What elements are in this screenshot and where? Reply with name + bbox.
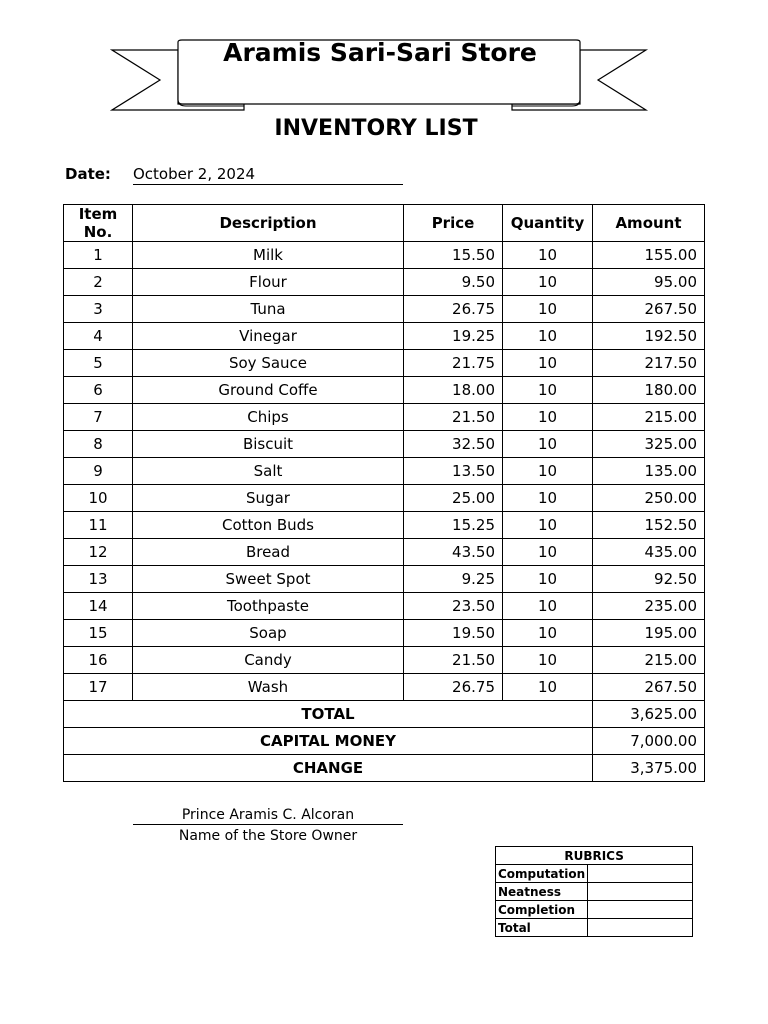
description-cell: Soy Sauce <box>133 350 404 377</box>
summary-row-capital <box>64 728 705 755</box>
rubric-score-field[interactable] <box>588 865 693 883</box>
description-cell: Chips <box>133 404 404 431</box>
item-no-cell: 17 <box>64 674 133 701</box>
table-row <box>64 647 705 674</box>
amount-cell: 325.00 <box>593 431 705 458</box>
quantity-cell: 10 <box>503 485 593 512</box>
rubric-score-field[interactable] <box>588 901 693 919</box>
item-no-cell: 1 <box>64 242 133 269</box>
price-cell: 19.25 <box>404 323 503 350</box>
store-banner <box>110 36 650 116</box>
table-row <box>64 593 705 620</box>
item-no-cell: 8 <box>64 431 133 458</box>
item-no-cell: 4 <box>64 323 133 350</box>
price-cell: 9.50 <box>404 269 503 296</box>
owner-name: Prince Aramis C. Alcoran <box>133 807 403 825</box>
price-cell: 21.50 <box>404 404 503 431</box>
item-no-cell: 10 <box>64 485 133 512</box>
table-row <box>64 512 705 539</box>
description-cell: Candy <box>133 647 404 674</box>
description-cell: Biscuit <box>133 431 404 458</box>
description-cell: Bread <box>133 539 404 566</box>
price-cell: 21.75 <box>404 350 503 377</box>
amount-cell: 435.00 <box>593 539 705 566</box>
price-cell: 13.50 <box>404 458 503 485</box>
table-row <box>64 242 705 269</box>
amount-cell: 217.50 <box>593 350 705 377</box>
description-cell: Vinegar <box>133 323 404 350</box>
quantity-cell: 10 <box>503 539 593 566</box>
amount-cell: 135.00 <box>593 458 705 485</box>
amount-cell: 92.50 <box>593 566 705 593</box>
item-no-cell: 11 <box>64 512 133 539</box>
table-row <box>64 674 705 701</box>
amount-cell: 192.50 <box>593 323 705 350</box>
table-row <box>64 377 705 404</box>
item-no-cell: 12 <box>64 539 133 566</box>
rubric-score-field[interactable] <box>588 919 693 937</box>
col-header-price: Price <box>404 205 503 242</box>
item-no-cell: 9 <box>64 458 133 485</box>
item-no-cell: 14 <box>64 593 133 620</box>
table-row <box>64 350 705 377</box>
amount-cell: 195.00 <box>593 620 705 647</box>
rubrics-row <box>496 901 693 919</box>
rubrics-header-row <box>496 847 693 865</box>
col-header-description: Description <box>133 205 404 242</box>
quantity-cell: 10 <box>503 269 593 296</box>
price-cell: 15.25 <box>404 512 503 539</box>
amount-cell: 215.00 <box>593 647 705 674</box>
description-cell: Wash <box>133 674 404 701</box>
price-cell: 19.50 <box>404 620 503 647</box>
inventory-table <box>63 204 705 782</box>
table-row <box>64 485 705 512</box>
amount-cell: 180.00 <box>593 377 705 404</box>
quantity-cell: 10 <box>503 566 593 593</box>
rubrics-title: RUBRICS <box>496 847 693 865</box>
quantity-cell: 10 <box>503 647 593 674</box>
amount-cell: 235.00 <box>593 593 705 620</box>
owner-caption: Name of the Store Owner <box>178 828 358 844</box>
quantity-cell: 10 <box>503 323 593 350</box>
table-row <box>64 296 705 323</box>
quantity-cell: 10 <box>503 431 593 458</box>
price-cell: 25.00 <box>404 485 503 512</box>
rubric-label: Neatness <box>496 883 588 901</box>
table-row <box>64 566 705 593</box>
page-title: INVENTORY LIST <box>274 116 478 141</box>
rubrics-row <box>496 919 693 937</box>
col-header-amount: Amount <box>593 205 705 242</box>
col-header-item-no: Item No. <box>64 205 133 242</box>
rubrics-table <box>495 846 693 937</box>
price-cell: 15.50 <box>404 242 503 269</box>
capital-money-label: CAPITAL MONEY <box>64 728 593 755</box>
rubrics-row <box>496 865 693 883</box>
item-no-cell: 6 <box>64 377 133 404</box>
table-row <box>64 323 705 350</box>
change-value: 3,375.00 <box>593 755 705 782</box>
quantity-cell: 10 <box>503 404 593 431</box>
summary-row-total <box>64 701 705 728</box>
quantity-cell: 10 <box>503 458 593 485</box>
rubric-label: Total <box>496 919 588 937</box>
quantity-cell: 10 <box>503 242 593 269</box>
rubric-label: Completion <box>496 901 588 919</box>
table-row <box>64 620 705 647</box>
change-label: CHANGE <box>64 755 593 782</box>
table-row <box>64 458 705 485</box>
table-row <box>64 431 705 458</box>
item-no-cell: 15 <box>64 620 133 647</box>
price-cell: 32.50 <box>404 431 503 458</box>
price-cell: 26.75 <box>404 296 503 323</box>
rubric-score-field[interactable] <box>588 883 693 901</box>
quantity-cell: 10 <box>503 674 593 701</box>
description-cell: Salt <box>133 458 404 485</box>
description-cell: Soap <box>133 620 404 647</box>
quantity-cell: 10 <box>503 296 593 323</box>
item-no-cell: 16 <box>64 647 133 674</box>
table-row <box>64 404 705 431</box>
quantity-cell: 10 <box>503 512 593 539</box>
capital-money-value: 7,000.00 <box>593 728 705 755</box>
summary-row-change <box>64 755 705 782</box>
price-cell: 43.50 <box>404 539 503 566</box>
description-cell: Ground Coffe <box>133 377 404 404</box>
table-row <box>64 539 705 566</box>
rubrics-row <box>496 883 693 901</box>
amount-cell: 267.50 <box>593 674 705 701</box>
price-cell: 9.25 <box>404 566 503 593</box>
rubric-label: Computation <box>496 865 588 883</box>
amount-cell: 215.00 <box>593 404 705 431</box>
description-cell: Milk <box>133 242 404 269</box>
quantity-cell: 10 <box>503 593 593 620</box>
description-cell: Toothpaste <box>133 593 404 620</box>
item-no-cell: 3 <box>64 296 133 323</box>
amount-cell: 152.50 <box>593 512 705 539</box>
description-cell: Flour <box>133 269 404 296</box>
price-cell: 18.00 <box>404 377 503 404</box>
table-header-row <box>64 205 705 242</box>
quantity-cell: 10 <box>503 350 593 377</box>
date-field[interactable]: October 2, 2024 <box>133 165 403 185</box>
price-cell: 26.75 <box>404 674 503 701</box>
quantity-cell: 10 <box>503 377 593 404</box>
total-label: TOTAL <box>64 701 593 728</box>
amount-cell: 250.00 <box>593 485 705 512</box>
description-cell: Cotton Buds <box>133 512 404 539</box>
store-name: Aramis Sari-Sari Store <box>223 38 537 67</box>
description-cell: Tuna <box>133 296 404 323</box>
table-row <box>64 269 705 296</box>
price-cell: 21.50 <box>404 647 503 674</box>
price-cell: 23.50 <box>404 593 503 620</box>
item-no-cell: 7 <box>64 404 133 431</box>
date-label: Date: <box>65 165 111 183</box>
amount-cell: 267.50 <box>593 296 705 323</box>
col-header-quantity: Quantity <box>503 205 593 242</box>
description-cell: Sugar <box>133 485 404 512</box>
item-no-cell: 13 <box>64 566 133 593</box>
item-no-cell: 2 <box>64 269 133 296</box>
amount-cell: 95.00 <box>593 269 705 296</box>
quantity-cell: 10 <box>503 620 593 647</box>
item-no-cell: 5 <box>64 350 133 377</box>
total-value: 3,625.00 <box>593 701 705 728</box>
amount-cell: 155.00 <box>593 242 705 269</box>
description-cell: Sweet Spot <box>133 566 404 593</box>
